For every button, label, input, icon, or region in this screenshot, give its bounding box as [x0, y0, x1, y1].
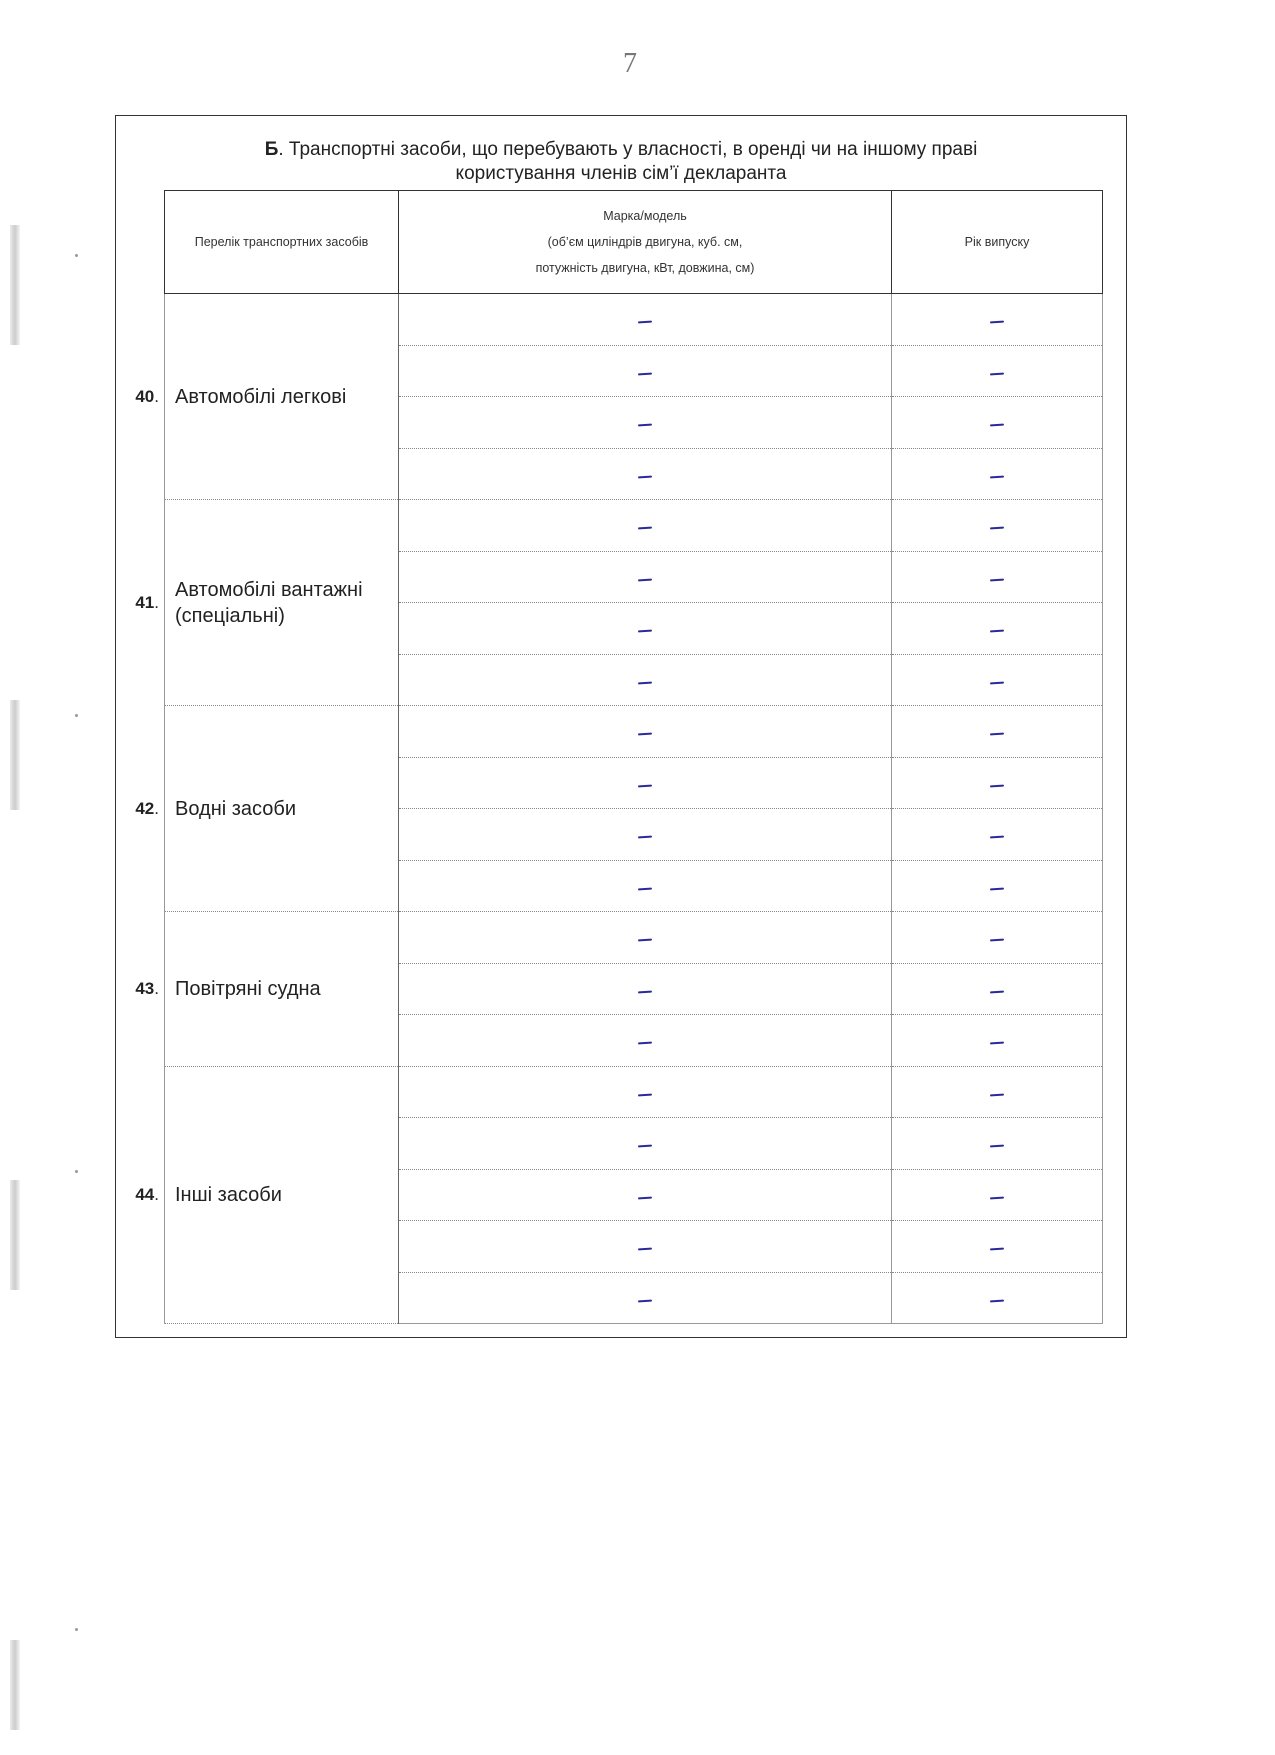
category-number: 44. — [135, 1184, 159, 1204]
table-row — [165, 706, 1103, 758]
category-cell — [135, 1066, 399, 1324]
handwritten-dash-mark — [638, 1145, 652, 1148]
year-cell — [892, 1221, 1103, 1273]
make-model-cell — [399, 860, 892, 912]
year-cell — [892, 860, 1103, 912]
category-number: 40. — [135, 386, 159, 406]
category-number-value: 41 — [135, 592, 155, 612]
make-model-cell — [399, 809, 892, 861]
handwritten-dash-mark — [990, 733, 1004, 736]
year-cell — [892, 1118, 1103, 1170]
make-model-cell — [399, 397, 892, 449]
make-model-cell — [399, 757, 892, 809]
scan-edge-3 — [10, 1180, 20, 1290]
handwritten-dash-mark — [990, 1145, 1004, 1148]
handwritten-dash-mark — [638, 887, 652, 890]
category-label: Водні засоби — [175, 797, 297, 820]
handwritten-dash-mark — [638, 1299, 652, 1302]
handwritten-dash-mark — [990, 475, 1004, 478]
category-cell — [135, 706, 399, 912]
handwritten-dash-mark — [990, 836, 1004, 839]
category-number-value: 43 — [135, 978, 155, 998]
handwritten-dash-mark — [638, 578, 652, 581]
section-title — [116, 138, 1126, 186]
make-model-cell — [399, 1221, 892, 1273]
handwritten-dash-mark — [990, 424, 1004, 427]
category-number-value: 40 — [135, 386, 155, 406]
make-model-cell — [399, 912, 892, 964]
handwritten-dash-mark — [990, 939, 1004, 942]
category-number-value: 42 — [135, 798, 155, 818]
handwritten-dash-mark — [990, 527, 1004, 530]
handwritten-dash-mark — [990, 630, 1004, 633]
handwritten-dash-mark — [638, 939, 652, 942]
header-make-model-line1: Марка/модель — [603, 209, 687, 223]
punch-dot — [75, 254, 78, 257]
year-cell — [892, 912, 1103, 964]
header-vehicle-list: Перелік транспортних засобів — [165, 191, 399, 294]
header-year: Рік випуску — [892, 191, 1103, 294]
punch-dot — [75, 714, 78, 717]
section-title-line1 — [116, 138, 1126, 162]
table-row — [165, 294, 1103, 346]
handwritten-dash-mark — [638, 1196, 652, 1199]
year-cell — [892, 757, 1103, 809]
year-cell — [892, 603, 1103, 655]
handwritten-dash-mark — [638, 733, 652, 736]
year-cell — [892, 809, 1103, 861]
category-label: Автомобілі вантажні (спеціальні) — [175, 578, 363, 627]
year-cell — [892, 397, 1103, 449]
make-model-cell — [399, 500, 892, 552]
year-cell — [892, 963, 1103, 1015]
handwritten-dash-mark — [638, 630, 652, 633]
make-model-cell — [399, 1272, 892, 1324]
handwritten-dash-mark — [638, 784, 652, 787]
handwritten-dash-mark — [638, 1042, 652, 1045]
handwritten-dash-mark — [990, 681, 1004, 684]
handwritten-dash-mark — [990, 887, 1004, 890]
handwritten-dash-mark — [638, 836, 652, 839]
handwritten-dash-mark — [990, 1248, 1004, 1251]
handwritten-dash-mark — [638, 424, 652, 427]
make-model-cell — [399, 1066, 892, 1118]
section-letter: Б — [264, 139, 279, 160]
year-cell — [892, 1066, 1103, 1118]
year-cell — [892, 448, 1103, 500]
scan-edge-2 — [10, 700, 20, 810]
year-cell — [892, 1272, 1103, 1324]
make-model-cell — [399, 1118, 892, 1170]
make-model-cell — [399, 448, 892, 500]
handwritten-dash-mark — [990, 1042, 1004, 1045]
table-row — [165, 500, 1103, 552]
category-number: 42. — [135, 798, 159, 818]
category-number: 43. — [135, 978, 159, 998]
year-cell — [892, 294, 1103, 346]
year-cell — [892, 551, 1103, 603]
handwritten-dash-mark — [638, 372, 652, 375]
make-model-cell — [399, 706, 892, 758]
handwritten-dash-mark — [638, 1093, 652, 1096]
vehicles-table — [135, 190, 1103, 1324]
make-model-cell — [399, 654, 892, 706]
handwritten-dash-mark — [990, 372, 1004, 375]
header-make-model — [399, 191, 892, 294]
handwritten-dash-mark — [990, 1196, 1004, 1199]
section-title-line2: користування членів сім’ї декларанта — [455, 163, 787, 184]
make-model-cell — [399, 603, 892, 655]
make-model-cell — [399, 1015, 892, 1067]
punch-dot — [75, 1170, 78, 1173]
handwritten-dash-mark — [990, 321, 1004, 324]
header-make-model-line2: (об’єм циліндрів двигуна, куб. см, — [547, 235, 743, 249]
table-body — [135, 294, 1103, 1324]
handwritten-dash-mark — [638, 1248, 652, 1251]
handwritten-dash-mark — [990, 784, 1004, 787]
handwritten-dash-mark — [638, 475, 652, 478]
year-cell — [892, 654, 1103, 706]
handwritten-dash-mark — [638, 527, 652, 530]
header-make-model-line3: потужність двигуна, кВт, довжина, см) — [535, 261, 755, 275]
category-number: 41. — [135, 592, 159, 612]
year-cell — [892, 345, 1103, 397]
table-row — [165, 1066, 1103, 1118]
category-number-value: 44 — [135, 1184, 155, 1204]
scan-edge-4 — [10, 1640, 20, 1730]
handwritten-dash-mark — [990, 1299, 1004, 1302]
handwritten-dash-mark — [990, 578, 1004, 581]
category-label: Повітряні судна — [175, 977, 321, 1000]
table-row — [165, 912, 1103, 964]
handwritten-dash-mark — [990, 990, 1004, 993]
category-cell — [135, 912, 399, 1067]
handwritten-dash-mark — [638, 321, 652, 324]
make-model-cell — [399, 551, 892, 603]
scan-edge-1 — [10, 225, 20, 345]
handwritten-dash-mark — [638, 681, 652, 684]
year-cell — [892, 1169, 1103, 1221]
make-model-cell — [399, 963, 892, 1015]
category-label: Інші засоби — [175, 1183, 282, 1206]
make-model-cell — [399, 1169, 892, 1221]
section-title-text: . Транспортні засоби, що перебувають у власності, в оренді чи на іншому праві — [278, 139, 978, 160]
punch-dot — [75, 1628, 78, 1631]
handwritten-dash-mark — [638, 990, 652, 993]
year-cell — [892, 500, 1103, 552]
category-label: Автомобілі легкові — [175, 385, 347, 408]
category-cell — [135, 500, 399, 706]
handwritten-dash-mark — [990, 1093, 1004, 1096]
make-model-cell — [399, 345, 892, 397]
make-model-cell — [399, 294, 892, 346]
page-number: 7 — [623, 48, 637, 79]
year-cell — [892, 706, 1103, 758]
category-cell — [135, 294, 399, 500]
year-cell — [892, 1015, 1103, 1067]
table-header-row — [165, 191, 1103, 294]
